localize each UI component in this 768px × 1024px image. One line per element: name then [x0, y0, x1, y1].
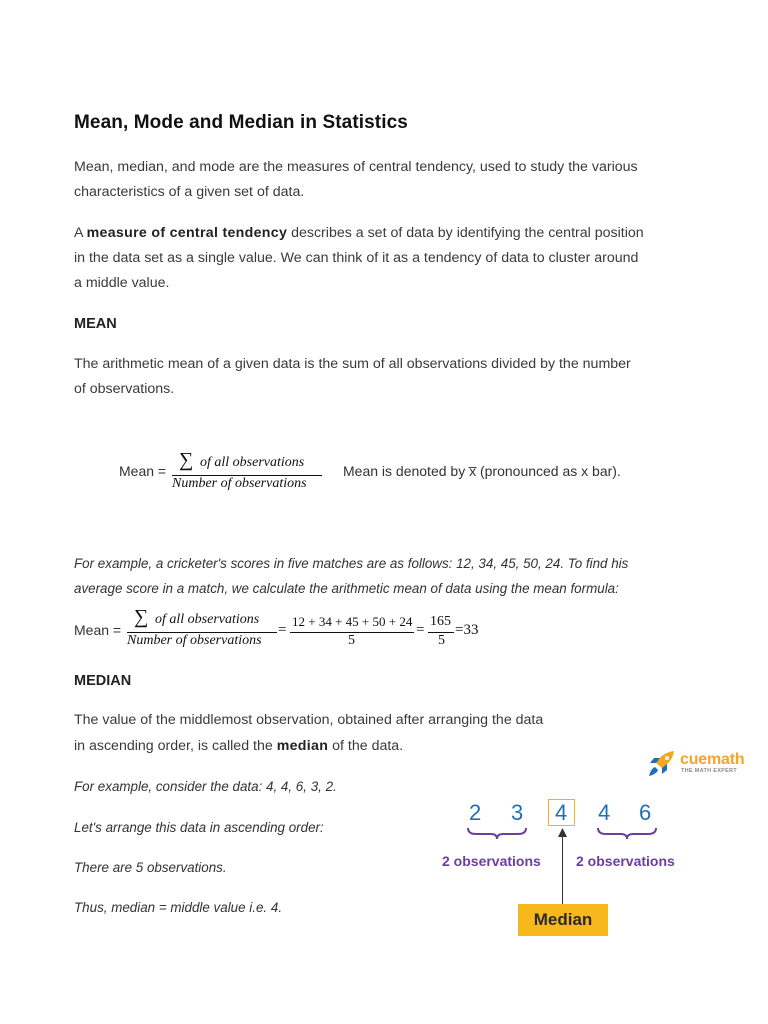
median-heading: MEDIAN — [74, 673, 132, 689]
total-denominator: 5 — [438, 633, 445, 648]
diagram-number: 6 — [639, 800, 652, 825]
median-pointer-line — [562, 834, 563, 904]
left-brace — [466, 826, 528, 840]
equals-1: = — [278, 622, 287, 638]
right-observations-label: 2 observations — [576, 853, 675, 869]
mean-definition-line-2: of observations. — [74, 381, 175, 397]
mean-heading: MEAN — [74, 316, 117, 332]
rocket-icon — [646, 750, 676, 778]
total-numerator: 165 — [430, 614, 451, 629]
calc-denominator-text: Number of observations — [127, 633, 262, 648]
diagram-number: 3 — [511, 800, 524, 825]
median-definition-line-1: The value of the middlemost observation, obtained after arranging the data — [74, 712, 544, 728]
formula-denominator: Number of observations — [172, 476, 307, 491]
formula-label: Mean = — [119, 463, 167, 479]
median-example-1: For example, consider the data: 4, 4, 6, 3, 2. — [74, 779, 337, 794]
brand-tagline: THE MATH EXPERT — [681, 768, 738, 774]
calc-numerator-text: of all observations — [155, 612, 260, 627]
central-tendency-line-2: in the data set as a single value. We can think of it as a tendency of data to cluster around — [74, 250, 639, 266]
median-example-2: Let's arrange this data in ascending order: — [74, 820, 324, 835]
central-tendency-line-3: a middle value. — [74, 275, 170, 291]
central-tendency-line-1 — [74, 221, 644, 246]
intro-line-2: characteristics of a given set of data. — [74, 184, 305, 200]
mean-example-line-1: For example, a cricketer's scores in five matches are as follows: 12, 34, 45, 50, 24. To find his — [74, 556, 629, 571]
central-prefix: A — [74, 225, 83, 241]
diagram-number: 4 — [598, 800, 611, 825]
median-definition-line-2 — [74, 734, 403, 759]
median-example-4: Thus, median = middle value i.e. 4. — [74, 900, 283, 915]
calc-sigma-symbol: ∑ — [134, 606, 149, 628]
median-def-pre: in ascending order, is called the — [74, 738, 273, 754]
sum-numerator: 12 + 34 + 45 + 50 + 24 — [292, 614, 413, 629]
brand-name: cuemath — [680, 751, 745, 768]
right-brace — [596, 826, 658, 840]
formula-numerator: of all observations — [200, 455, 305, 470]
intro-line-1: Mean, median, and mode are the measures of central tendency, used to study the various — [74, 159, 638, 175]
median-label-box: Median — [518, 904, 608, 936]
diagram-number: 2 — [469, 800, 482, 825]
median-def-post: of the data. — [332, 738, 404, 754]
mean-notation-note: Mean is denoted by x̅ (pronounced as x bar). — [343, 463, 621, 479]
calc-label: Mean = — [74, 622, 122, 638]
equals-2: = — [416, 622, 425, 638]
calc-result: =33 — [455, 622, 479, 638]
median-term: median — [276, 738, 329, 754]
diagram-number-median: 4 — [555, 800, 568, 825]
sigma-symbol: ∑ — [179, 449, 194, 471]
mean-example-line-2: average score in a match, we calculate the arithmetic mean of data using the mean formula: — [74, 581, 619, 596]
sum-denominator: 5 — [348, 633, 355, 648]
central-rest: describes a set of data by identifying the central position — [291, 225, 644, 241]
left-observations-label: 2 observations — [442, 853, 541, 869]
mean-definition-line-1: The arithmetic mean of a given data is the sum of all observations divided by the number — [74, 356, 631, 372]
page-title: Mean, Mode and Median in Statistics — [74, 112, 408, 133]
median-example-3: There are 5 observations. — [74, 860, 227, 875]
central-tendency-term: measure of central tendency — [86, 225, 288, 241]
